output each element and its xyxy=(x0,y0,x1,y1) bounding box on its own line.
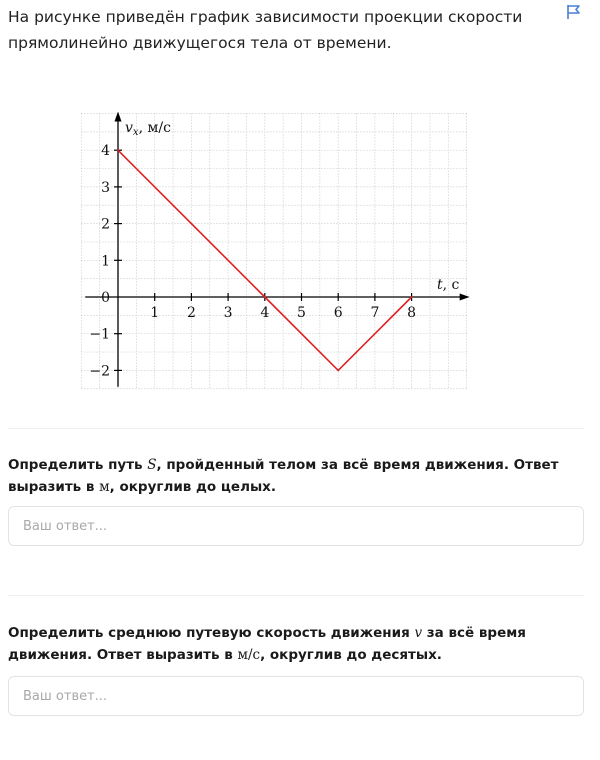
y-tick-label: 1 xyxy=(101,253,110,270)
path-symbol: S xyxy=(147,457,157,473)
flag-icon xyxy=(564,2,584,22)
question-2-text: Определить среднюю путевую скорость движения v за всё время движения. Ответ выразить в м/с, округлив до десятых. xyxy=(8,625,526,663)
y-tick-label: −1 xyxy=(89,326,110,343)
data-point xyxy=(337,370,339,372)
data-point xyxy=(117,149,119,151)
section-divider xyxy=(8,428,584,429)
x-tick-label: 8 xyxy=(407,305,417,321)
section-divider xyxy=(8,595,584,596)
x-tick-label: 5 xyxy=(297,305,306,321)
chart-axes xyxy=(85,112,469,387)
question-1-text: Определить путь S, пройденный телом за всё время движения. Ответ выразить в м, округлив до целых. xyxy=(8,457,559,495)
origin-label: 0 xyxy=(101,290,110,306)
unit-label: м/с xyxy=(237,647,261,663)
velocity-time-chart xyxy=(80,112,472,392)
report-flag-button[interactable] xyxy=(564,2,584,22)
speed-symbol: v xyxy=(414,625,423,641)
x-tick-label: 6 xyxy=(333,305,343,321)
y-tick-label: 2 xyxy=(101,216,110,233)
x-tick-label: 3 xyxy=(223,305,233,321)
y-axis-label: $v_x$, м/с xyxy=(125,120,171,138)
chart-ticks xyxy=(89,143,416,379)
x-tick-label: 2 xyxy=(186,305,196,321)
x-tick-label: 7 xyxy=(370,305,380,321)
unit-label: м xyxy=(99,479,110,495)
x-tick-label: 1 xyxy=(150,305,160,321)
data-point xyxy=(264,296,266,298)
answer-2-input[interactable] xyxy=(8,676,584,716)
x-tick-label: 4 xyxy=(260,305,270,321)
problem-statement: На рисунке приведён график зависимости проекции скорости прямолинейно движущегося тела от времени. xyxy=(8,8,523,52)
y-tick-label: 4 xyxy=(101,143,110,160)
y-tick-label: 3 xyxy=(101,179,110,196)
x-axis-label: t, с xyxy=(437,277,460,293)
chart-grid xyxy=(81,114,466,389)
x-axis-arrow xyxy=(460,294,470,301)
data-point xyxy=(411,296,413,298)
y-tick-label: −2 xyxy=(89,363,110,380)
answer-1-input[interactable] xyxy=(8,506,584,546)
